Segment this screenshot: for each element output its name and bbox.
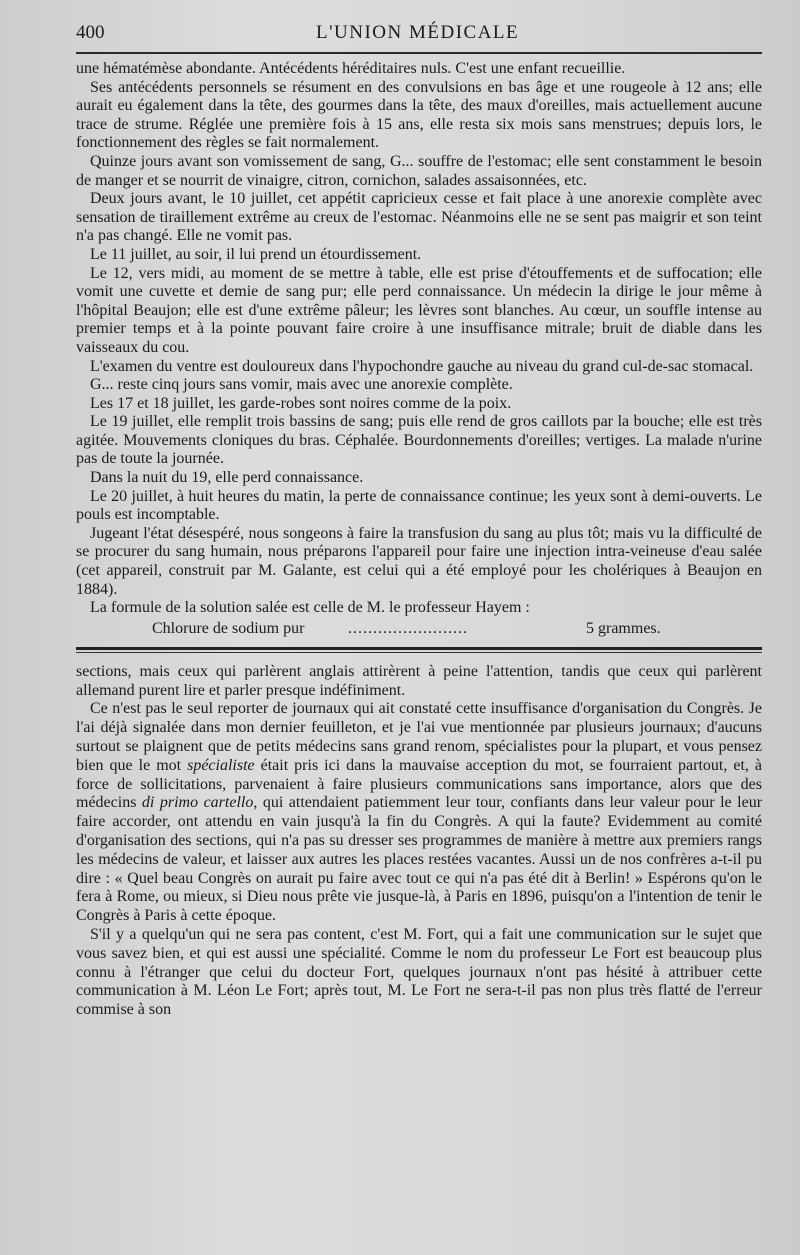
formula-leader-dots: ........................ <box>348 619 468 637</box>
formula-line <box>76 619 762 639</box>
running-title: L'UNION MÉDICALE <box>316 22 520 43</box>
text-run: sections, mais ceux qui parlèrent anglais attirèrent à peine l'attention, tandis que ceux qui parlèrent allemand purent lire et parler presque indéfiniment. <box>76 662 762 699</box>
text-run: était pris ici dans la mauvaise acception du mot, se fourraient partout, et, à force de sollicitations, parvenaient à faire plusieurs communications sans importance, alors que des médecins <box>76 756 763 812</box>
feuilleton-separator <box>76 647 762 653</box>
main-paragraph: Le 11 juillet, au soir, il lui prend un étourdissement. <box>90 245 422 263</box>
feuilleton-paragraph <box>76 700 762 926</box>
header-rule <box>76 52 762 54</box>
main-text <box>76 60 762 618</box>
main-paragraph: Le 12, vers midi, au moment de se mettre à table, elle est prise d'étouffements et de suffocation; elle vomit une cuvette et demie de sang pur; elle perd connaissance. Un médecin la dirige le jour même à l'hôpital Beaujon; elle est d'une extrême pâleur; les lèvres sont blanches. Au cœur, un souffle intense au premier temps et à la pointe pouvant faire croire à une insuffisance mitrale; bruit de diable dans les vaisseaux du cou. <box>76 264 762 356</box>
feuilleton-paragraph <box>76 926 762 1020</box>
main-paragraph: Le 20 juillet, à huit heures du matin, la perte de connaissance continue; les yeux sont à demi-ouverts. Le pouls est incomptable. <box>76 487 762 524</box>
main-paragraph: Jugeant l'état désespéré, nous songeons à faire la transfusion du sang au plus tôt; mais vu la difficulté de se procurer du sang humain, nous préparons l'appareil pour faire une injection intra-veineuse d'eau salée (cet appareil, construit par M. Galante, est celui qui a été employé pour les cholériques à Beaujon en 1884). <box>76 524 762 598</box>
feuilleton-paragraph <box>76 663 762 701</box>
main-paragraph: Ses antécédents personnels se résument en des convulsions en bas âge et une rougeole à 12 ans; elle aurait eu également dans la tête, des gourmes dans la tête, des maux d'oreilles, mais actuellement aucune trace de strume. Réglée une première fois à 15 ans, elle resta six mois sans menstrues; depuis lors, le fonctionnement des règles se fait normalement. <box>76 78 762 152</box>
main-paragraph: Le 19 juillet, elle remplit trois bassins de sang; puis elle rend de gros caillots par la bouche; elle est très agitée. Mouvements cloniques du bras. Céphalée. Bourdonnements d'oreilles; vertiges. La malade n'urine pas de toute la journée. <box>76 413 762 468</box>
main-paragraph: G... reste cinq jours sans vomir, mais avec une anorexie complète. <box>90 376 513 394</box>
main-paragraph: La formule de la solution salée est celle de M. le professeur Hayem : <box>90 599 530 617</box>
main-paragraph: Deux jours avant, le 10 juillet, cet appétit capricieux cesse et fait place à une anorexie complète avec sensation de tiraillement extrême au creux de l'estomac. Néanmoins elle ne se sent pas maigrir et son teint n'a pas changé. Elle ne vomit pas. <box>76 190 762 245</box>
text-run: Ce n'est pas le seul reporter de journaux qui ait constaté cette insuffisance d'organisation du Congrès. Je l'ai déjà signalée dans mon dernier feuilleton, et je l'ai vue mentionnée par plusieurs journaux; d'aucuns surtout se plaignent que de petits médecins sans grand renom, spécialistes pour la plupart, et vous pensez bien que le mot <box>76 700 762 774</box>
formula-quantity: 5 grammes. <box>586 619 661 637</box>
text-run: S'il y a quelqu'un qui ne sera pas content, c'est M. Fort, qui a fait une communication sur le sujet que vous savez bien, et qui est aussi une spécialité. Comme le nom du professeur Le Fort est beaucoup plus connu à l'étranger que celui du docteur Fort, quelques journaux n'ont pas hésité à attribuer cette communication à M. Léon Le Fort; après tout, M. Le Fort ne sera-t-il pas non plus très flatté de l'erreur commise à son <box>76 925 762 1019</box>
feuilleton-text <box>76 663 762 1020</box>
formula-label: Chlorure de sodium pur <box>152 619 305 637</box>
italic-phrase: di primo cartello <box>141 794 254 812</box>
page-header <box>76 20 762 46</box>
main-paragraph: L'examen du ventre est douloureux dans l'hypochondre gauche au niveau du grand cul-de-sac stomacal. <box>90 357 754 375</box>
main-paragraph: une hématémèse abondante. Antécédents héréditaires nuls. C'est une enfant recueillie. <box>76 60 626 77</box>
main-paragraph: Quinze jours avant son vomissement de sang, G... souffre de l'estomac; elle sent constamment le besoin de manger et se nourrit de vinaigre, citron, cornichon, salades assaisonnées, etc. <box>76 152 762 189</box>
italic-phrase: spécialiste <box>187 756 255 774</box>
page-number: 400 <box>76 22 105 43</box>
main-paragraph: Les 17 et 18 juillet, les garde-robes sont noires comme de la poix. <box>90 394 512 412</box>
text-run: , qui attendaient patiemment leur tour, confiants dans leur valeur pour le leur faire accorder, ont attendu en vain jusqu'à la fin du Congrès. A qui la faute? Evidemment au comité d'organisation des sections, qui n'a pas su dresser ses programmes de manière à mettre aux premiers rangs les médecins de valeur, et laisser aux autres les places restées vacantes. Aussi un de nos confrères a-t-il pu dire : « Quel beau Congrès on aurait pu faire avec tout ce qui n'a pas été dit à Berlin! » Espérons qu'on le fera à Rome, ou mieux, si Dieu nous prête vie jusque-là, à Paris en 1896, puisqu'on a l'intention de tenir le Congrès à Paris à cette époque. <box>76 794 763 925</box>
main-paragraph: Dans la nuit du 19, elle perd connaissance. <box>90 469 364 487</box>
